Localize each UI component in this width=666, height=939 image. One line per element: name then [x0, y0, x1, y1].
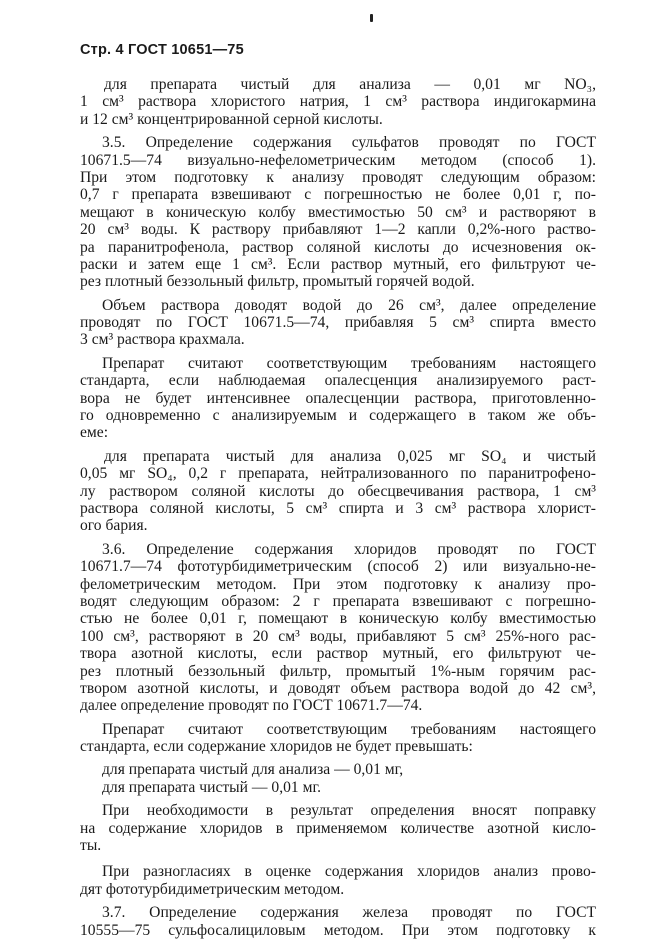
paragraph: [80, 76, 596, 128]
text-line: При этом подготовку к анализу проводят следующим образом:: [80, 168, 596, 186]
text-line: При необходимости в результат определения вносят поправку: [102, 802, 596, 820]
text-line: дят фототурбидиметрическим методом.: [80, 880, 345, 898]
text-line: 3.7. Определение содержания железа проводят по ГОСТ: [102, 904, 596, 922]
paragraph: [80, 721, 596, 756]
text-line: стандарта, если наблюдаемая опалесценция анализируемого раст-: [80, 372, 596, 390]
text-line: ого бария.: [80, 517, 148, 535]
text-line: раски и затем еще 1 см³. Если раствор мутный, его фильтруют че-: [80, 255, 596, 273]
paragraph: [80, 904, 596, 939]
text-line: вора не будет интенсивнее опалесценции раствора, приготовленно-: [80, 389, 596, 407]
text-line: 3.6. Определение содержания хлоридов проводят по ГОСТ: [102, 540, 596, 558]
text-line: рез плотный беззольный фильтр, промытый горячей водой.: [80, 273, 475, 291]
text-line: водят следующим образом: 2 г препарата взвешивают с погрешно-: [80, 592, 596, 610]
text-line: 1 см³ раствора хлористого натрия, 1 см³ раствора индигокармина: [80, 93, 596, 111]
paragraph: [80, 541, 596, 715]
top-mark: [370, 14, 373, 22]
text-line: лу раствором соляной кислоты до обесцвечивания раствора, 1 см³: [80, 482, 596, 500]
text-line: еме:: [80, 424, 109, 442]
text-line: Объем раствора доводят водой до 26 см³, далее определение: [102, 296, 596, 314]
text-line: для препарата чистый для анализа 0,025 мг SO₄ и чистый: [104, 447, 596, 465]
text-line: ты.: [80, 837, 102, 855]
paragraph: [80, 802, 596, 854]
text-line: 0,7 г препарата взвешивают с погрешностью не более 0,01 г, по-: [80, 186, 596, 204]
paragraph: [80, 761, 596, 796]
text-line: проводят по ГОСТ 10671.5—74, прибавляя 5 см³ спирта вместо: [80, 314, 596, 332]
text-line: твором азотной кислоты, и доводят объем раствора водой до 42 см³,: [80, 679, 596, 697]
text-line: твора азотной кислоты, если раствор мутный, его фильтруют че-: [80, 645, 596, 663]
text-line: 3 см³ раствора крахмала.: [80, 331, 245, 349]
document-body: [80, 76, 596, 939]
text-line: Препарат считают соответствующим требованиям настоящего: [102, 720, 596, 738]
text-line: фелометрическим методом. При этом подготовку к анализу про-: [80, 575, 596, 593]
paragraph: [80, 355, 596, 442]
text-line: 10555—75 сульфосалициловым методом. При этом подготовку к: [80, 921, 596, 939]
text-line: стью не более 0,01 г, помещают в коническую колбу вместимостью: [80, 610, 596, 628]
text-line: на содержание хлоридов в применяемом количестве азотной кисло-: [80, 819, 596, 837]
text-line: рез плотный беззольный фильтр, промытый 1%-ным горячим рас-: [80, 662, 596, 680]
text-line: раствора соляной кислоты, 5 см³ спирта и 3 см³ раствора хлорист-: [80, 499, 596, 517]
text-line: При разногласиях в оценке содержания хлоридов анализ прово-: [102, 863, 596, 881]
text-line: 20 см³ воды. К раствору прибавляют 1—2 капли 0,2%-ного раство-: [80, 221, 596, 239]
text-line: 10671.7—74 фототурбидиметрическим (способ 2) или визуально-не-: [80, 558, 596, 576]
text-line: и 12 см³ концентрированной серной кислоты.: [80, 110, 383, 128]
text-line: Препарат считают соответствующим требованиям настоящего: [102, 354, 596, 372]
text-line: ра паранитрофенола, раствор соляной кислоты до исчезновения ок-: [80, 238, 596, 256]
text-line: для препарата чистый для анализа — 0,01 мг,: [102, 761, 404, 779]
paragraph: [80, 297, 596, 349]
text-line: стандарта, если содержание хлоридов не будет превышать:: [80, 738, 473, 756]
text-line: 0,05 мг SO₄, 0,2 г препарата, нейтрализованного по паранитрофено-: [80, 465, 596, 483]
text-line: 10671.5—74 визуально-нефелометрическим методом (способ 1).: [80, 151, 596, 169]
text-line: 100 см³, растворяют в 20 см³ воды, прибавляют 5 см³ 25%-ного рас-: [80, 627, 596, 645]
text-line: мещают в коническую колбу вместимостью 50 см³ и растворяют в: [80, 203, 596, 221]
text-line: го одновременно с анализируемым и содержащего в таком же объ-: [80, 407, 596, 425]
text-line: 3.5. Определение содержания сульфатов проводят по ГОСТ: [102, 134, 596, 152]
paragraph: [80, 863, 596, 898]
paragraph: [80, 448, 596, 535]
paragraph: [80, 134, 596, 291]
page-header: Стр. 4 ГОСТ 10651—75: [80, 42, 244, 58]
text-line: для препарата чистый — 0,01 мг.: [102, 778, 321, 796]
text-line: далее определение проводят по ГОСТ 10671.7—74.: [80, 697, 423, 715]
text-line: для препарата чистый для анализа — 0,01 мг NO₃,: [104, 76, 596, 93]
